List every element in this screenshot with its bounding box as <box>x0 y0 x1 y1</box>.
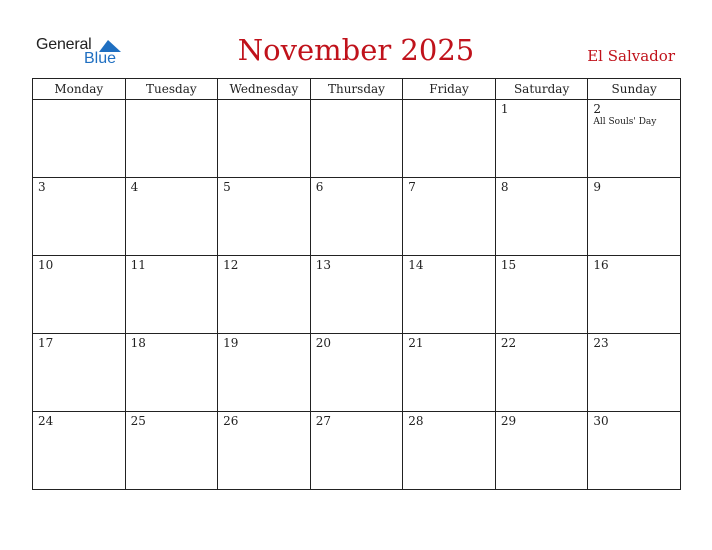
day-number: 10 <box>38 258 54 272</box>
day-cell <box>218 178 311 256</box>
day-number: 24 <box>38 414 54 428</box>
day-cell <box>125 256 218 334</box>
day-number: 9 <box>593 180 602 194</box>
holiday-label: All Souls' Day <box>593 117 657 127</box>
day-cell <box>33 100 126 178</box>
day-cell <box>495 256 588 334</box>
day-number: 8 <box>500 180 509 194</box>
day-cell <box>310 178 403 256</box>
country-name: El Salvador <box>587 47 675 65</box>
day-number: 2 <box>593 102 602 116</box>
week-row <box>33 334 681 412</box>
day-cell <box>218 256 311 334</box>
week-row <box>33 178 681 256</box>
day-cell <box>218 100 311 178</box>
day-number: 16 <box>593 258 609 272</box>
day-cell <box>125 334 218 412</box>
weekday-header: Monday <box>33 79 126 100</box>
day-cell <box>310 334 403 412</box>
day-number: 7 <box>408 180 416 194</box>
day-number: 26 <box>223 414 239 428</box>
day-number: 1 <box>500 102 509 116</box>
day-cell <box>588 256 681 334</box>
day-number: 4 <box>130 180 139 194</box>
day-number: 18 <box>130 336 146 350</box>
week-row <box>33 100 681 178</box>
day-cell <box>218 334 311 412</box>
day-number: 5 <box>223 180 231 194</box>
calendar-grid <box>32 78 681 490</box>
day-cell <box>33 178 126 256</box>
day-cell <box>125 100 218 178</box>
weekday-header: Tuesday <box>125 79 218 100</box>
logo-text-general: General <box>36 36 92 53</box>
day-number: 17 <box>38 336 54 350</box>
day-number: 25 <box>130 414 146 428</box>
day-cell <box>495 178 588 256</box>
weekday-header: Saturday <box>495 79 588 100</box>
day-number: 3 <box>38 180 46 194</box>
calendar-title: November 2025 <box>237 33 475 67</box>
day-cell <box>588 178 681 256</box>
day-cell <box>310 412 403 490</box>
week-row <box>33 256 681 334</box>
day-number: 29 <box>500 414 517 428</box>
logo-text-blue: Blue <box>84 50 117 67</box>
weekday-header: Sunday <box>588 79 681 100</box>
day-number: 28 <box>408 414 424 428</box>
weekday-header: Wednesday <box>218 79 311 100</box>
day-number: 15 <box>500 258 517 272</box>
day-cell <box>218 412 311 490</box>
day-cell <box>588 100 681 178</box>
day-cell <box>495 334 588 412</box>
day-number: 30 <box>593 414 609 428</box>
weekday-header: Friday <box>403 79 496 100</box>
weekday-header-row <box>33 79 681 100</box>
day-number: 21 <box>408 336 424 350</box>
day-cell <box>403 334 496 412</box>
day-number: 14 <box>408 258 424 272</box>
day-number: 11 <box>130 258 146 272</box>
day-cell <box>495 100 588 178</box>
day-number: 22 <box>500 336 517 350</box>
day-cell <box>310 100 403 178</box>
day-cell <box>588 334 681 412</box>
day-cell <box>310 256 403 334</box>
day-cell <box>33 412 126 490</box>
weekday-header: Thursday <box>310 79 403 100</box>
day-cell <box>125 178 218 256</box>
day-number: 13 <box>315 258 331 272</box>
week-row <box>33 412 681 490</box>
day-number: 12 <box>223 258 239 272</box>
day-cell <box>403 100 496 178</box>
day-cell <box>588 412 681 490</box>
day-cell <box>403 178 496 256</box>
day-cell <box>33 256 126 334</box>
day-number: 19 <box>223 336 239 350</box>
day-number: 23 <box>593 336 609 350</box>
day-number: 20 <box>315 336 331 350</box>
day-cell <box>495 412 588 490</box>
day-number: 6 <box>315 180 324 194</box>
day-cell <box>125 412 218 490</box>
day-cell <box>403 412 496 490</box>
day-cell <box>403 256 496 334</box>
day-cell <box>33 334 126 412</box>
day-number: 27 <box>315 414 331 428</box>
